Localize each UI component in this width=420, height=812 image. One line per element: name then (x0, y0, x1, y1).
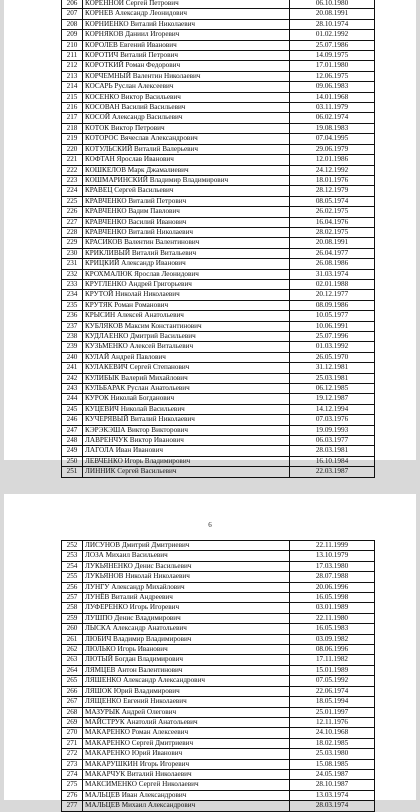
row-number: 227 (62, 217, 83, 227)
person-name: КУЛИБЫК Валерий Михайлович (83, 373, 290, 383)
person-name: КЭРЭКЭША Виктор Викторович (83, 425, 290, 435)
person-name: МАЙСТРУК Анатолий Анатольевич (83, 717, 290, 727)
document-page-2 (4, 494, 416, 810)
table-row (62, 30, 375, 40)
birth-date: 06.10.1980 (290, 0, 375, 9)
person-name: КУЗЬМЕНКО Алексей Витальевич (83, 342, 290, 352)
table-row (62, 238, 375, 248)
birth-date: 08.09.1986 (290, 300, 375, 310)
row-number: 220 (62, 144, 83, 154)
birth-date: 19.08.1983 (290, 123, 375, 133)
row-number: 273 (62, 759, 83, 769)
table-row (62, 769, 375, 779)
table-row (62, 394, 375, 404)
person-name: КОШКЕЛОВ Марк Джамалиевич (83, 165, 290, 175)
row-number: 222 (62, 165, 83, 175)
birth-date: 16.05.1983 (290, 624, 375, 634)
table-row (62, 51, 375, 61)
person-name: КОТУЛЬСКИЙ Виталий Валерьевич (83, 144, 290, 154)
table-row (62, 155, 375, 165)
row-number: 271 (62, 738, 83, 748)
person-name: МАКСИМЕНКО Сергей Николаевич (83, 780, 290, 790)
birth-date: 17.11.1982 (290, 655, 375, 665)
table-row (62, 248, 375, 258)
table-row (62, 186, 375, 196)
table-row (62, 572, 375, 582)
row-number: 218 (62, 123, 83, 133)
row-number: 217 (62, 113, 83, 123)
row-number: 272 (62, 749, 83, 759)
person-name: КОСОВАН Василий Васильевич (83, 103, 290, 113)
row-number: 221 (62, 155, 83, 165)
birth-date: 29.06.1979 (290, 144, 375, 154)
person-name: КУЛАЙ Андрей Павлович (83, 352, 290, 362)
birth-date: 01.03.1992 (290, 342, 375, 352)
person-name: ЛЯМЦЕВ Антон Валентинович (83, 665, 290, 675)
birth-date: 15.01.1989 (290, 665, 375, 675)
row-number: 250 (62, 456, 83, 466)
birth-date: 09.06.1983 (290, 82, 375, 92)
table-row (62, 384, 375, 394)
birth-date: 28.10.1974 (290, 19, 375, 29)
table-row (62, 561, 375, 571)
birth-date: 31.12.1981 (290, 363, 375, 373)
person-name: КОШМАРИНСКИЙ Владимир Владимирович (83, 175, 290, 185)
birth-date: 06.03.1977 (290, 436, 375, 446)
birth-date: 19.12.1987 (290, 394, 375, 404)
birth-date: 07.03.1976 (290, 415, 375, 425)
person-name: ЛЕВЧЕНКО Игорь Владимирович (83, 456, 290, 466)
person-name: КРАСИКОВ Валентин Валентинович (83, 238, 290, 248)
row-number: 277 (62, 801, 83, 811)
person-name: КУЧЕРЯВЫЙ Виталий Николаевич (83, 415, 290, 425)
person-name: КРАВЧЕНКО Виталий Петрович (83, 196, 290, 206)
birth-date: 24.12.1992 (290, 165, 375, 175)
birth-date: 15.08.1985 (290, 759, 375, 769)
person-name: ЛУНЁВ Виталий Андреевич (83, 593, 290, 603)
person-name: ЛЯЩЕНКО Евгений Николаевич (83, 697, 290, 707)
person-name: КРАВЕЦ Сергей Васильевич (83, 186, 290, 196)
table-row (62, 290, 375, 300)
row-number: 236 (62, 311, 83, 321)
birth-date: 14.09.1975 (290, 51, 375, 61)
birth-date: 28.12.1979 (290, 186, 375, 196)
table-row (62, 634, 375, 644)
row-number: 262 (62, 645, 83, 655)
table-row (62, 613, 375, 623)
person-name: ЛЫСКА Александр Анатольевич (83, 624, 290, 634)
person-name: КОСЕНКО Виктор Васильевич (83, 92, 290, 102)
person-name: КОРОТИЧ Виталий Петрович (83, 51, 290, 61)
table-row (62, 9, 375, 19)
birth-date: 24.10.1968 (290, 728, 375, 738)
row-number: 231 (62, 259, 83, 269)
birth-date: 02.01.1988 (290, 279, 375, 289)
birth-date: 07.05.1992 (290, 676, 375, 686)
roster-table-body (62, 541, 375, 812)
row-number: 211 (62, 51, 83, 61)
birth-date: 25.01.1997 (290, 707, 375, 717)
table-row (62, 259, 375, 269)
table-row (62, 541, 375, 551)
table-row (62, 665, 375, 675)
person-name: КОТОРОС Вячеслав Александрович (83, 134, 290, 144)
birth-date: 12.06.1975 (290, 71, 375, 81)
row-number: 223 (62, 175, 83, 185)
person-name: МАЛЬЦЕВ Михаил Александрович (83, 801, 290, 811)
row-number: 255 (62, 572, 83, 582)
birth-date: 25.07.1986 (290, 40, 375, 50)
row-number: 245 (62, 404, 83, 414)
table-row (62, 436, 375, 446)
row-number: 276 (62, 790, 83, 800)
row-number: 248 (62, 436, 83, 446)
person-name: КОРЧЕМНЫЙ Валентин Николаевич (83, 71, 290, 81)
table-row (62, 603, 375, 613)
person-name: МАКАРЕНКО Роман Алексеевич (83, 728, 290, 738)
birth-date: 16.04.1976 (290, 217, 375, 227)
person-name: МАЗУРЫК Андрей Олегович (83, 707, 290, 717)
row-number: 254 (62, 561, 83, 571)
table-row (62, 655, 375, 665)
person-name: ЛЮБИЧ Владимир Владимирович (83, 634, 290, 644)
row-number: 266 (62, 686, 83, 696)
table-row (62, 61, 375, 71)
person-name: КОСАРЬ Руслан Алексеевич (83, 82, 290, 92)
row-number: 268 (62, 707, 83, 717)
table-row (62, 165, 375, 175)
birth-date: 28.02.1975 (290, 227, 375, 237)
birth-date: 20.06.1996 (290, 582, 375, 592)
row-number: 228 (62, 227, 83, 237)
person-name: КОРНЯКОВ Даниил Игоревич (83, 30, 290, 40)
person-name: ЛОЗА Михаил Васильевич (83, 551, 290, 561)
person-name: КРИЦКИЙ Александр Иванович (83, 259, 290, 269)
person-name: ЛУНГУ Александр Михайлович (83, 582, 290, 592)
birth-date: 17.01.1980 (290, 61, 375, 71)
table-row (62, 71, 375, 81)
person-name: МАЛЬЦЕВ Иван Александрович (83, 790, 290, 800)
birth-date: 13.10.1979 (290, 551, 375, 561)
person-name: КУДЛАЕНКО Дмитрий Васильевич (83, 332, 290, 342)
table-row (62, 19, 375, 29)
row-number: 252 (62, 541, 83, 551)
row-number: 244 (62, 394, 83, 404)
table-row (62, 227, 375, 237)
birth-date: 28.07.1988 (290, 572, 375, 582)
row-number: 259 (62, 613, 83, 623)
birth-date: 22.11.1980 (290, 613, 375, 623)
table-row (62, 103, 375, 113)
person-name: КОРОТКИЙ Роман Федорович (83, 61, 290, 71)
birth-date: 16.05.1998 (290, 593, 375, 603)
table-row (62, 92, 375, 102)
roster-table-page-1 (61, 0, 375, 478)
row-number: 206 (62, 0, 83, 9)
person-name: КОРЕННОЙ Сергей Петрович (83, 0, 290, 9)
birth-date: 01.02.1992 (290, 30, 375, 40)
table-row (62, 551, 375, 561)
row-number: 233 (62, 279, 83, 289)
person-name: ЛИСУНОВ Дмитрий Дмитриевич (83, 541, 290, 551)
table-row (62, 342, 375, 352)
row-number: 243 (62, 384, 83, 394)
table-row (62, 123, 375, 133)
table-row (62, 207, 375, 217)
person-name: КОРНЕВ Александр Леонидович (83, 9, 290, 19)
table-row (62, 363, 375, 373)
person-name: КРАВЧЕНКО Вадим Павлович (83, 207, 290, 217)
person-name: МАКАРЧУК Виталий Николаевич (83, 769, 290, 779)
table-row (62, 697, 375, 707)
row-number: 210 (62, 40, 83, 50)
birth-date: 18.05.1994 (290, 697, 375, 707)
table-row (62, 373, 375, 383)
table-row (62, 134, 375, 144)
row-number: 267 (62, 697, 83, 707)
roster-table-page-2 (61, 540, 375, 812)
birth-date: 20.08.1991 (290, 238, 375, 248)
row-number: 207 (62, 9, 83, 19)
table-row (62, 593, 375, 603)
table-row (62, 582, 375, 592)
table-row (62, 759, 375, 769)
row-number: 251 (62, 467, 83, 477)
birth-date: 10.05.1977 (290, 311, 375, 321)
table-row (62, 352, 375, 362)
row-number: 219 (62, 134, 83, 144)
row-number: 247 (62, 425, 83, 435)
row-number: 225 (62, 196, 83, 206)
birth-date: 28.10.1987 (290, 780, 375, 790)
birth-date: 10.06.1991 (290, 321, 375, 331)
table-row (62, 425, 375, 435)
row-number: 213 (62, 71, 83, 81)
birth-date: 08.05.1974 (290, 196, 375, 206)
birth-date: 25.03.1981 (290, 373, 375, 383)
row-number: 230 (62, 248, 83, 258)
row-number: 209 (62, 30, 83, 40)
table-row (62, 446, 375, 456)
row-number: 215 (62, 92, 83, 102)
table-row (62, 82, 375, 92)
row-number: 257 (62, 593, 83, 603)
person-name: КОТОК Виктор Петрович (83, 123, 290, 133)
row-number: 216 (62, 103, 83, 113)
person-name: КУРОК Николай Богданович (83, 394, 290, 404)
table-row (62, 404, 375, 414)
birth-date: 18.01.1976 (290, 175, 375, 185)
row-number: 235 (62, 300, 83, 310)
person-name: КРУГЛЕНКО Андрей Григорьевич (83, 279, 290, 289)
birth-date: 19.09.1993 (290, 425, 375, 435)
row-number: 258 (62, 603, 83, 613)
person-name: ЛЯШЕНКО Александр Александрович (83, 676, 290, 686)
birth-date: 13.03.1974 (290, 790, 375, 800)
person-name: КУЛАКЕВИЧ Сергей Степанович (83, 363, 290, 373)
row-number: 240 (62, 352, 83, 362)
birth-date: 26.08.1986 (290, 259, 375, 269)
table-row (62, 113, 375, 123)
table-row (62, 790, 375, 800)
birth-date: 22.11.1999 (290, 541, 375, 551)
person-name: КРИКЛИВЫЙ Виталий Витальевич (83, 248, 290, 258)
table-row (62, 269, 375, 279)
birth-date: 20.12.1977 (290, 290, 375, 300)
person-name: КРУТЯК Роман Романович (83, 300, 290, 310)
birth-date: 08.06.1996 (290, 645, 375, 655)
document-page-1 (4, 0, 416, 476)
table-row (62, 311, 375, 321)
table-row (62, 196, 375, 206)
person-name: ЛЮЛЬКО Игорь Иванович (83, 645, 290, 655)
table-row (62, 0, 375, 9)
birth-date: 25.07.1996 (290, 332, 375, 342)
birth-date: 07.04.1995 (290, 134, 375, 144)
birth-date: 22.06.1974 (290, 686, 375, 696)
row-number: 260 (62, 624, 83, 634)
row-number: 237 (62, 321, 83, 331)
row-number: 226 (62, 207, 83, 217)
row-number: 241 (62, 363, 83, 373)
row-number: 232 (62, 269, 83, 279)
birth-date: 16.10.1984 (290, 456, 375, 466)
person-name: КОФТАН Ярослав Иванович (83, 155, 290, 165)
person-name: КРАВЧЕНКО Василий Иванович (83, 217, 290, 227)
person-name: КУЦЕВИЧ Николай Васильевич (83, 404, 290, 414)
person-name: МАКАРУШКИН Игорь Игоревич (83, 759, 290, 769)
table-row (62, 175, 375, 185)
birth-date: 03.01.1989 (290, 603, 375, 613)
table-row (62, 749, 375, 759)
row-number: 242 (62, 373, 83, 383)
birth-date: 22.03.1987 (290, 467, 375, 477)
table-row (62, 686, 375, 696)
person-name: ЛАГОЛА Иван Иванович (83, 446, 290, 456)
row-number: 234 (62, 290, 83, 300)
person-name: КРЫСИН Алексей Анатольевич (83, 311, 290, 321)
table-row (62, 456, 375, 466)
birth-date: 03.11.1979 (290, 103, 375, 113)
birth-date: 12.01.1986 (290, 155, 375, 165)
person-name: ЛУШПО Денис Владимирович (83, 613, 290, 623)
row-number: 246 (62, 415, 83, 425)
row-number: 275 (62, 780, 83, 790)
person-name: ЛУКЬЯНОВ Николай Николаевич (83, 572, 290, 582)
row-number: 264 (62, 665, 83, 675)
birth-date: 26.05.1970 (290, 352, 375, 362)
person-name: КРАВЧЕНКО Виталий Николаевич (83, 227, 290, 237)
row-number: 208 (62, 19, 83, 29)
person-name: КРУТОЙ Николай Николаевич (83, 290, 290, 300)
row-number: 253 (62, 551, 83, 561)
table-row (62, 707, 375, 717)
person-name: КУБЛЯКОВ Максим Константинович (83, 321, 290, 331)
row-number: 269 (62, 717, 83, 727)
birth-date: 24.05.1987 (290, 769, 375, 779)
person-name: ЛУКЬЯНЕНКО Денис Васильевич (83, 561, 290, 571)
birth-date: 06.12.1985 (290, 384, 375, 394)
table-row (62, 217, 375, 227)
person-name: ЛИННИК Сергей Васильевич (83, 467, 290, 477)
row-number: 249 (62, 446, 83, 456)
birth-date: 25.03.1980 (290, 749, 375, 759)
birth-date: 03.09.1982 (290, 634, 375, 644)
table-row (62, 415, 375, 425)
row-number: 239 (62, 342, 83, 352)
person-name: ЛУФЕРЕНКО Игорь Игоревич (83, 603, 290, 613)
person-name: КРОХМАЛЮК Ярослав Леонидович (83, 269, 290, 279)
page-number: 6 (208, 521, 212, 529)
person-name: КОРОЛЕВ Евгений Иванович (83, 40, 290, 50)
row-number: 263 (62, 655, 83, 665)
person-name: МАКАРЕНКО Юрий Иванович (83, 749, 290, 759)
row-number: 238 (62, 332, 83, 342)
row-number: 261 (62, 634, 83, 644)
birth-date: 06.02.1974 (290, 113, 375, 123)
person-name: ЛАВРЕНЧУК Виктор Иванович (83, 436, 290, 446)
table-row (62, 624, 375, 634)
table-row (62, 738, 375, 748)
table-row (62, 321, 375, 331)
table-row (62, 467, 375, 477)
birth-date: 14.12.1994 (290, 404, 375, 414)
person-name: КУЛЬБАРАК Руслан Анатольевич (83, 384, 290, 394)
row-number: 229 (62, 238, 83, 248)
table-row (62, 645, 375, 655)
birth-date: 28.03.1974 (290, 801, 375, 811)
birth-date: 18.02.1985 (290, 738, 375, 748)
birth-date: 14.01.1968 (290, 92, 375, 102)
person-name: КОРНИЕНКО Виталий Николаевич (83, 19, 290, 29)
birth-date: 20.08.1991 (290, 9, 375, 19)
table-row (62, 717, 375, 727)
table-row (62, 780, 375, 790)
table-row (62, 676, 375, 686)
table-row (62, 332, 375, 342)
roster-table-body (62, 0, 375, 477)
table-row (62, 801, 375, 811)
birth-date: 12.11.1976 (290, 717, 375, 727)
person-name: КОСОЙ Александр Васильевич (83, 113, 290, 123)
row-number: 270 (62, 728, 83, 738)
birth-date: 26.04.1977 (290, 248, 375, 258)
row-number: 265 (62, 676, 83, 686)
row-number: 214 (62, 82, 83, 92)
birth-date: 28.03.1981 (290, 446, 375, 456)
row-number: 212 (62, 61, 83, 71)
person-name: ЛЯШОК Юрий Владимирович (83, 686, 290, 696)
table-row (62, 279, 375, 289)
row-number: 274 (62, 769, 83, 779)
birth-date: 17.03.1980 (290, 561, 375, 571)
table-row (62, 144, 375, 154)
table-row (62, 728, 375, 738)
row-number: 256 (62, 582, 83, 592)
table-row (62, 300, 375, 310)
row-number: 224 (62, 186, 83, 196)
birth-date: 26.02.1975 (290, 207, 375, 217)
person-name: ЛЮТЫЙ Богдан Владимирович (83, 655, 290, 665)
table-row (62, 40, 375, 50)
birth-date: 31.03.1974 (290, 269, 375, 279)
person-name: МАКАРЕНКО Сергей Дмитриевич (83, 738, 290, 748)
